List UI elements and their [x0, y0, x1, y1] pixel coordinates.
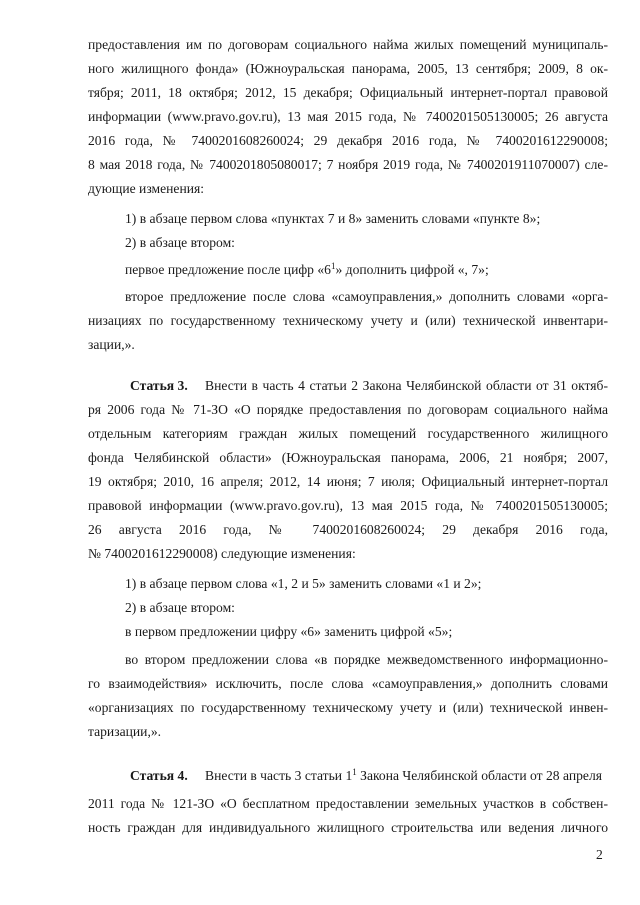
text-line: второе предложение после слова «самоуправления,» дополнить словами «орга-	[125, 289, 608, 304]
text-line: зации,».	[88, 337, 135, 352]
text-line: таризации,».	[88, 724, 162, 739]
list-item: в первом предложении цифру «6» заменить цифрой «5»;	[125, 624, 453, 639]
article-heading: Статья 4.	[130, 768, 188, 783]
text-line: № 7400201612290008) следующие изменения:	[88, 546, 356, 561]
text-line: правовой информации (www.pravo.gov.ru), 13 мая 2015 года, № 7400201505130005;	[88, 498, 608, 513]
text-line: 2016 года, № 7400201608260024; 29 декабря 2016 года, № 7400201612290008;	[88, 133, 608, 148]
superscript: 1	[352, 767, 357, 777]
list-item: 2) в абзаце втором:	[125, 600, 235, 615]
text-line: 19 октября; 2010, 16 апреля; 2012, 14 июня; 7 июля; Официальный интернет-портал	[88, 474, 608, 489]
text-line: го взаимодействия» исключить, после слова «самоуправления,» дополнить словами	[88, 676, 608, 691]
text-line: ного жилищного фонда» (Южноуральская панорама, 2005, 13 сентября; 2009, 8 ок-	[88, 61, 608, 76]
list-item: 1) в абзаце первом слова «пунктах 7 и 8» заменить словами «пункте 8»;	[125, 211, 541, 226]
text-line: фонда Челябинской области» (Южноуральская панорама, 2006, 21 ноября; 2007,	[88, 450, 608, 465]
text-line: 2011 года № 121-ЗО «О бесплатном предоставлении земельных участков в собствен-	[88, 796, 608, 811]
superscript: 1	[330, 261, 336, 271]
text-line: 8 мая 2018 года, № 7400201805080017; 7 ноября 2019 года, № 7400201911070007) сле-	[88, 157, 608, 172]
list-item: 2) в абзаце втором:	[125, 235, 235, 250]
text-line: дующие изменения:	[88, 181, 205, 196]
list-item: первое предложение после цифр «$6^1$» дополнить цифрой «, 7»;	[125, 261, 489, 277]
article-heading: Статья 3.	[130, 378, 188, 393]
text-line: предоставления им по договорам социального найма жилых помещений муниципаль-	[88, 37, 608, 52]
text-line: во втором предложении слова «в порядке межведомственного информационно-	[125, 652, 608, 667]
text-line: отдельным категориям граждан жилых помещений государственного жилищного	[88, 426, 608, 441]
text-line: тября; 2011, 18 октября; 2012, 15 декабря; Официальный интернет-портал правовой	[88, 85, 608, 100]
text-line: ря 2006 года № 71-ЗО «О порядке предоставления по договорам социального найма	[88, 402, 608, 417]
list-item: 1) в абзаце первом слова «1, 2 и 5» заменить словами «1 и 2»;	[125, 576, 482, 591]
text-line: Внести в часть 3 статьи $1^1$ Закона Челябинской области от 28 апреля	[205, 767, 602, 783]
text-line: 26 августа 2016 года, № 7400201608260024; 29 декабря 2016 года,	[88, 522, 608, 537]
text-line: ность граждан для индивидуального жилищного строительства или ведения личного	[88, 820, 608, 835]
text-line: информации (www.pravo.gov.ru), 13 мая 2015 года, № 7400201505130005; 26 августа	[88, 109, 608, 124]
text-line: «организациях по государственному техническому учету и (или) технической инвен-	[88, 700, 608, 715]
text-line: низациях по государственному техническому учету и (или) технической инвентари-	[88, 313, 608, 328]
page-number: 2	[596, 847, 603, 862]
text-line: Внести в часть 4 статьи 2 Закона Челябинской области от 31 октяб-	[205, 378, 608, 393]
